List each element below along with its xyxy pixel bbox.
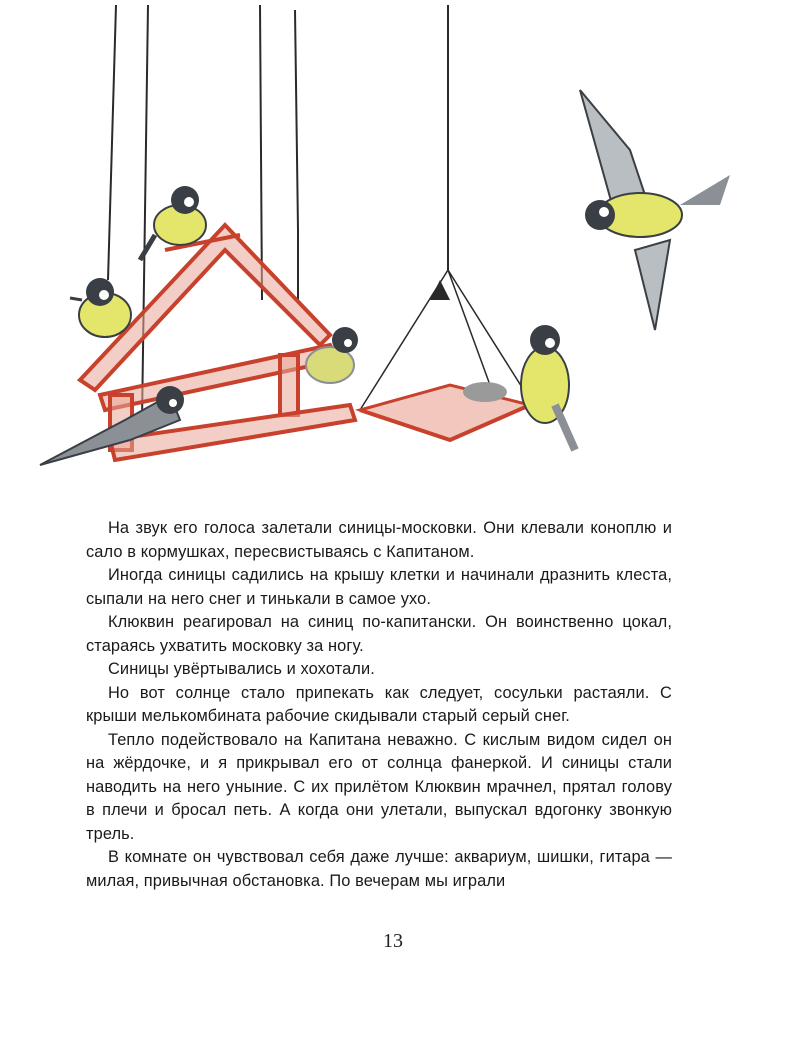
bird-left <box>70 278 131 337</box>
tray-feeder <box>360 270 530 440</box>
flying-bird <box>580 90 730 330</box>
paragraph: В комнате он чувствовал себя даже лучше: аквариум, шишки, гитара — милая, привычная обстановка. По вечерам мы играли <box>86 848 672 890</box>
page-number: 13 <box>383 930 403 952</box>
bird-feeder-illustration <box>30 0 730 500</box>
paragraph: Тепло подействовало на Капитана неважно. С кислым видом сидел он на жёрдочке, и я прикрывал его от солнца фанеркой. И синицы стали наводить на него уныние. С их прилётом Клюквин мрачнел, прятал голову в плечи и бросал петь. А когда они улетали, выпускал вдогонку звонкую трель. <box>86 730 672 843</box>
paragraph: Иногда синицы садились на крышу клетки и начинали дразнить клеста, сыпали на него снег и тинькали в самое ухо. <box>86 566 672 608</box>
paragraph: Но вот солнце стало припекать как следует, сосульки растаяли. С крыши мелькомбината рабочие скидывали старый серый снег. <box>86 683 672 725</box>
paragraph: Синицы увёртывались и хохотали. <box>108 660 375 678</box>
paragraph: На звук его голоса залетали синицы-московки. Они клевали коноплю и сало в кормушках, пересвистываясь с Капитаном. <box>86 519 672 561</box>
bird-on-tray <box>521 325 575 450</box>
paragraph: Клюквин реагировал на синиц по-капитански. Он воинственно цокал, стараясь ухватить московку за ногу. <box>86 613 672 655</box>
body-text <box>86 517 672 893</box>
